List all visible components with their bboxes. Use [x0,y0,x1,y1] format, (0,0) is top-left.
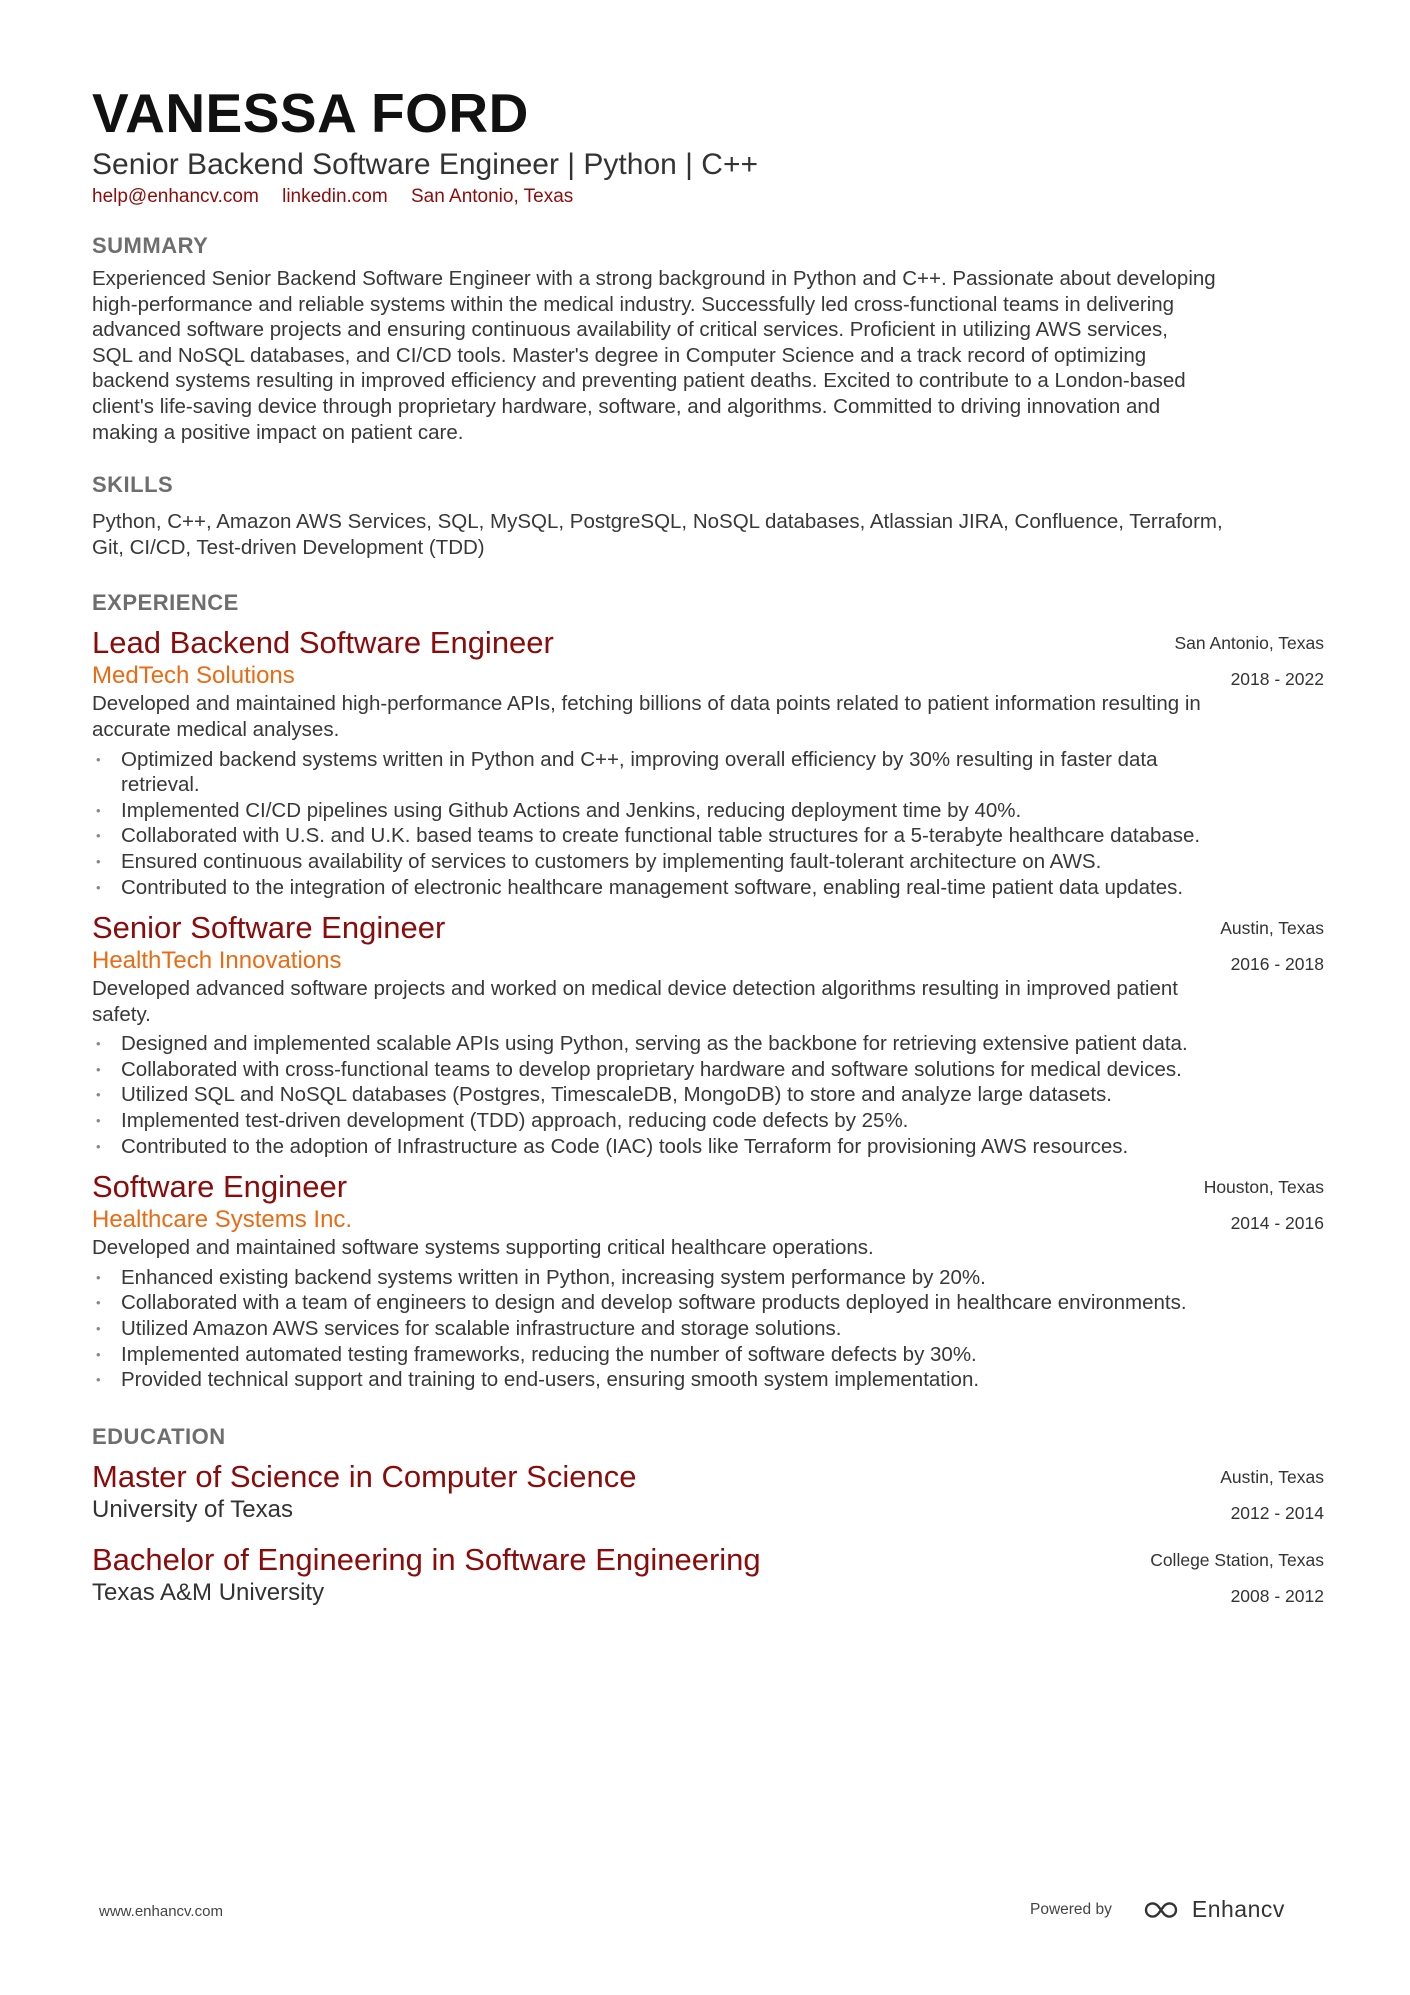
job-bullet: • Designed and implemented scalable APIs using Python, serving as the backbone for retrieving extensive patient data. [92,1031,1324,1057]
job-bullet: • Collaborated with cross-functional teams to develop proprietary hardware and software solutions for medical devices. [92,1057,1324,1083]
job-description [92,976,1324,1027]
job-bullet: • Implemented automated testing frameworks, reducing the number of software defects by 30%. [92,1342,1324,1368]
experience-entry [92,625,1324,900]
job-dates: 2016 - 2018 [1230,954,1324,975]
job-bullets [92,1265,1324,1393]
education-dates: 2012 - 2014 [1230,1502,1324,1523]
job-meta [1220,910,1324,982]
contact-location: San Antonio, Texas [410,186,574,207]
education-dates: 2008 - 2012 [1230,1585,1324,1606]
job-bullet: • Implemented test-driven development (TDD) approach, reducing code defects by 25%. [92,1108,1324,1134]
summary-section [92,232,1324,445]
job-description [92,691,1324,742]
footer-website[interactable]: www.enhancv.com [99,1903,223,1920]
job-location: Austin, Texas [1220,918,1324,939]
job-bullet: • Implemented CI/CD pipelines using Github Actions and Jenkins, reducing deployment time by 40%. [92,798,1324,824]
footer-branding [1030,1896,1285,1923]
contact-email[interactable]: help@enhancv.com [92,186,259,207]
education-meta [1220,1459,1324,1531]
job-bullet: • Provided technical support and training to end-users, ensuring smooth system implementation. [92,1367,1324,1393]
summary-line: client's life-saving device through proprietary hardware, software, and algorithms. Committed to driving innovation and [92,394,1161,418]
section-title-education: EDUCATION [92,1423,226,1449]
school-name: Texas A&M University [92,1578,325,1606]
summary-text [92,266,1324,445]
job-bullet: • Contributed to the adoption of Infrastructure as Code (IAC) tools like Terraform for provisioning AWS resources. [92,1134,1324,1160]
education-entry [92,1542,1324,1608]
job-bullets [92,747,1324,901]
job-title: Lead Backend Software Engineer [92,625,554,661]
job-description [92,1235,1324,1261]
enhancv-logo[interactable] [1138,1896,1285,1923]
job-location: Houston, Texas [1203,1177,1324,1198]
school-name: University of Texas [92,1495,293,1523]
job-meta [1174,625,1324,697]
job-bullet: • Collaborated with a team of engineers to design and develop software products deployed in healthcare environments. [92,1290,1324,1316]
education-entry [92,1459,1324,1525]
resume-header [92,82,1324,210]
skills-section [92,471,1324,560]
job-dates: 2014 - 2016 [1230,1213,1324,1234]
education-section [92,1423,1324,1608]
job-bullet: • Contributed to the integration of electronic healthcare management software, enabling real-time patient data updates. [92,875,1324,901]
job-company: MedTech Solutions [92,662,295,690]
job-title: Software Engineer [92,1169,348,1205]
job-location: San Antonio, Texas [1174,633,1324,654]
experience-entry [92,1169,1324,1393]
degree-title: Bachelor of Engineering in Software Engineering [92,1541,761,1577]
summary-line: Experienced Senior Backend Software Engineer with a strong background in Python and C++. Passionate about developing [92,267,1216,290]
enhancv-logo-icon [1138,1898,1184,1922]
experience-section [92,589,1324,1392]
job-description-line: safety. [92,1002,151,1026]
section-title-summary: SUMMARY [92,233,209,258]
job-bullet-line: • Optimized backend systems written in Python and C++, improving overall efficiency by 30% resulting in faster data [121,747,1158,771]
skills-line: Python, C++, Amazon AWS Services, SQL, MySQL, PostgreSQL, NoSQL databases, Atlassian JIRA, Confluence, Terraform, [92,510,1223,534]
candidate-headline: Senior Backend Software Engineer | Python | C++ [92,148,758,181]
section-title-experience: EXPERIENCE [92,590,239,616]
job-company: HealthTech Innovations [92,947,342,975]
education-location: Austin, Texas [1220,1466,1324,1487]
summary-line: advanced software projects and ensuring continuous availability of critical services. Proficient in utilizing AWS services, [92,318,1168,342]
summary-line: high-performance and reliable systems within the medical industry. Successfully led cross-functional teams in delivering [92,292,1175,316]
job-description-line: accurate medical analyses. [92,717,340,741]
job-bullet: • Ensured continuous availability of services to customers by implementing fault-tolerant architecture on AWS. [92,849,1324,875]
brand-name: Enhancv [1191,1896,1285,1922]
job-meta [1204,1169,1324,1241]
job-bullet: • Utilized Amazon AWS services for scalable infrastructure and storage solutions. [92,1316,1324,1342]
job-bullet-line: retrieval. [121,773,200,797]
job-description-line: Developed and maintained software systems supporting critical healthcare operations. [92,1236,874,1260]
degree-title: Master of Science in Computer Science [92,1458,637,1494]
job-bullet: • Utilized SQL and NoSQL databases (Postgres, TimescaleDB, MongoDB) to store and analyze large datasets. [92,1082,1324,1108]
resume-content [92,82,1324,1608]
job-bullet: • Collaborated with U.S. and U.K. based teams to create functional table structures for a 5-terabyte healthcare database. [92,823,1324,849]
job-company: Healthcare Systems Inc. [92,1206,353,1234]
contact-linkedin[interactable]: linkedin.com [282,186,388,207]
job-description-line: Developed advanced software projects and worked on medical device detection algorithms resulting in improved patient [92,977,1178,1001]
job-title: Senior Software Engineer [92,910,446,946]
section-title-skills: SKILLS [92,472,174,498]
summary-line: backend systems resulting in improved efficiency and preventing patient deaths. Excited to contribute to a London-based [92,369,1186,393]
candidate-name: VANESSA FORD [92,82,529,144]
experience-entry [92,910,1324,1159]
summary-line: SQL and NoSQL databases, and CI/CD tools. Master's degree in Computer Science and a track record of optimizing [92,343,1147,367]
contact-info [92,184,1324,210]
skills-text [92,509,1324,560]
skills-line: Git, CI/CD, Test-driven Development (TDD) [92,535,485,559]
job-dates: 2018 - 2022 [1230,669,1324,690]
powered-by-label: Powered by [1030,1900,1112,1918]
summary-line: making a positive impact on patient care. [92,420,464,444]
job-bullet: • Enhanced existing backend systems written in Python, increasing system performance by 20%. [92,1265,1324,1291]
job-bullets [92,1031,1324,1159]
job-bullet [92,747,1324,798]
job-description-line: Developed and maintained high-performance APIs, fetching billions of data points related to patient information resulting in [92,692,1201,716]
education-meta [1150,1542,1324,1614]
education-location: College Station, Texas [1150,1549,1324,1570]
